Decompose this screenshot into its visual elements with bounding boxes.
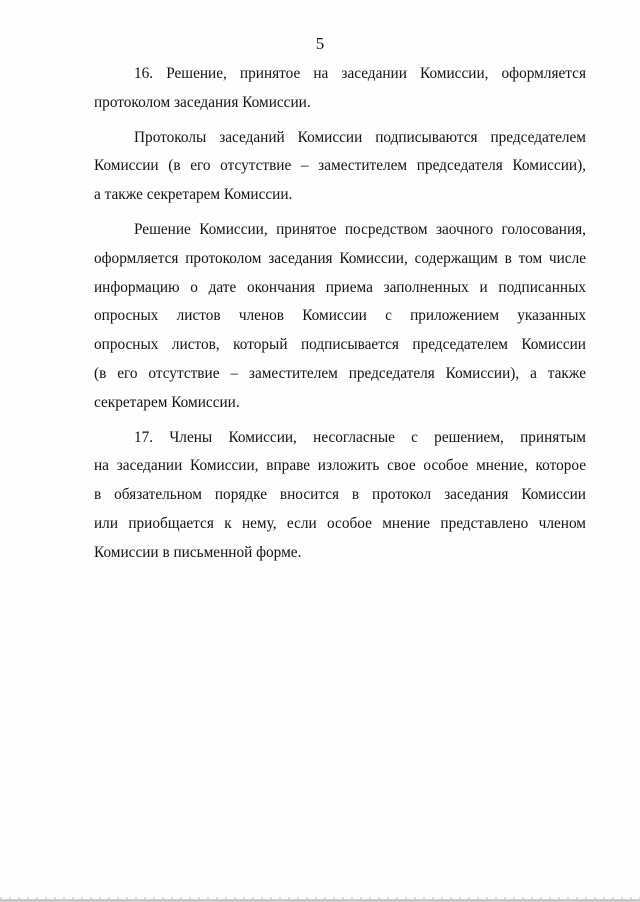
paragraph-protocols-signing [94,124,586,210]
text-line: оформляется протоколом заседания Комиссии, содержащим в том числе [94,249,586,267]
text-line: Комиссии (в его отсутствие – заместителем председателя Комиссии), [94,157,586,175]
text-line: Протоколы заседаний Комиссии подписываются председателем [134,128,586,146]
text-line: в обязательном порядке вносится в протокол заседания Комиссии [94,486,586,504]
text-line: (в его отсутствие – заместителем председателя Комиссии), а также [94,364,586,382]
text-line: а также секретарем Комиссии. [94,186,293,204]
paragraph-absentee-vote [94,216,586,418]
document-body [94,60,586,574]
text-line: опросных листов членов Комиссии с приложением указанных [94,307,586,325]
text-line: или приобщается к нему, если особое мнение представлено членом [94,514,586,532]
text-line: 16. Решение, принятое на заседании Комиссии, оформляется [134,65,586,82]
text-line: опросных листов, который подписывается председателем Комиссии [94,336,586,354]
paragraph-16 [94,60,586,118]
text-line: Комиссии в письменной форме. [94,543,302,561]
text-line: протоколом заседания Комиссии. [94,93,311,111]
page-number: 5 [315,34,325,53]
text-line: информацию о дате окончания приема заполненных и подписанных [94,278,586,296]
text-line: секретарем Комиссии. [94,393,240,411]
text-line: на заседании Комиссии, вправе изложить свое особое мнение, которое [94,457,586,475]
text-line: 17. Члены Комиссии, несогласные с решением, принятым [134,428,586,446]
paragraph-17 [94,424,586,568]
text-line: Решение Комиссии, принятое посредством заочного голосования, [134,220,586,238]
